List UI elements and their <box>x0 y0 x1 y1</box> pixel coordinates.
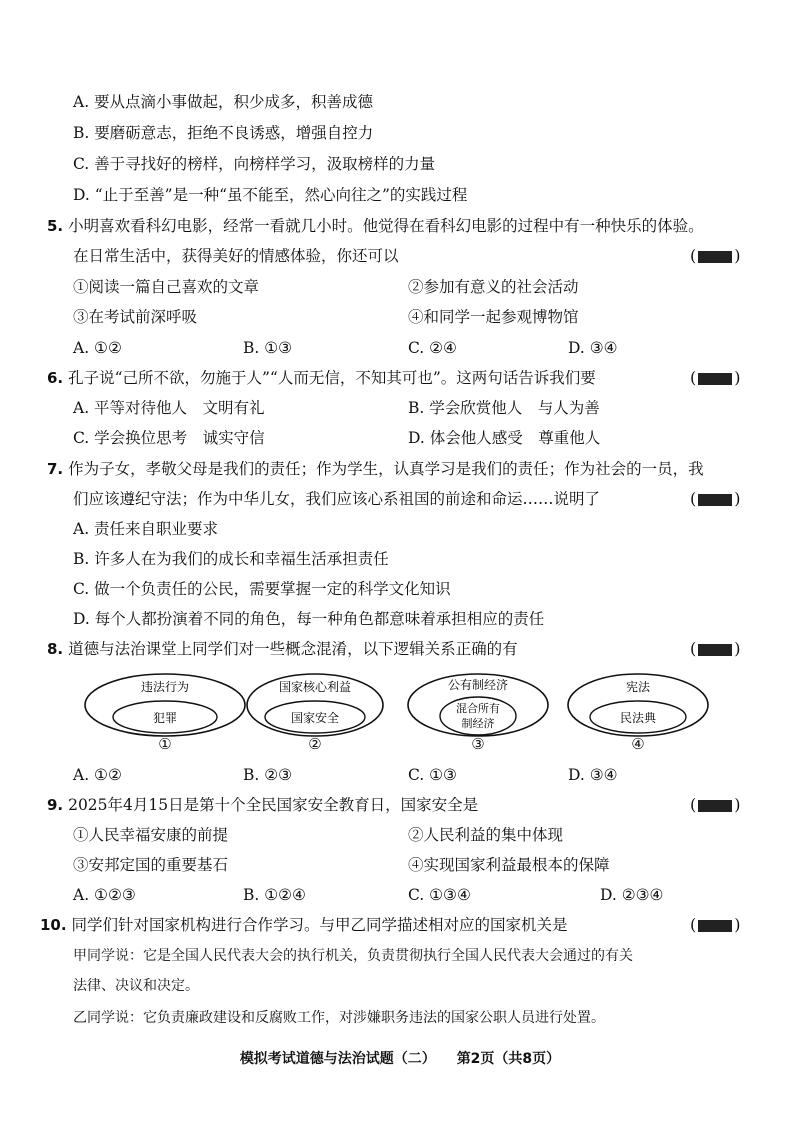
venn-diagrams <box>0 672 800 738</box>
answer-bracket: ( ) <box>690 246 741 265</box>
item-3: ③安邦定国的重要基石 <box>73 856 229 874</box>
inner-label: 犯罪 <box>152 711 178 725</box>
page-number: 第2页（共8页） <box>456 1051 561 1067</box>
choice-b: B. 学会欣赏他人 与人为善 <box>408 399 600 417</box>
choice-b: B. ②③ <box>243 766 293 784</box>
student-yi-statement: 乙同学说：它负责廉政建设和反腐败工作，对涉嫌职务违法的国家公职人员进行处置。 <box>73 1010 605 1026</box>
diagram-label-3: ③ <box>471 735 485 753</box>
choice-c: C. ①③ <box>408 766 457 784</box>
answer-bracket: ( ) <box>690 915 741 934</box>
outer-label: 公有制经济 <box>447 678 509 692</box>
outer-label: 违法行为 <box>140 680 190 694</box>
item-3: ③在考试前深呼吸 <box>73 308 198 326</box>
question-number: 7. <box>47 460 64 478</box>
choice-b: B. 许多人在为我们的成长和幸福生活承担责任 <box>73 550 389 568</box>
venn-diagram-2 <box>247 674 383 736</box>
item-1: ①人民幸福安康的前提 <box>73 826 229 844</box>
question-number: 10. <box>40 916 67 934</box>
inner-label-2: 制经济 <box>461 717 495 730</box>
choice-c: C. ①③④ <box>408 886 471 904</box>
diagram-label-2: ② <box>308 735 322 753</box>
choice-d: D. 体会他人感受 尊重他人 <box>408 429 601 447</box>
choice-d: D. ③④ <box>568 766 618 784</box>
choice-c: C. 做一个负责任的公民，需要掌握一定的科学文化知识 <box>73 580 451 598</box>
diagram-label-1: ① <box>158 735 172 753</box>
outer-label: 宪法 <box>625 680 651 694</box>
inner-label: 国家安全 <box>290 711 340 725</box>
option-a: A. 要从点滴小事做起，积少成多，积善成德 <box>73 93 374 111</box>
choice-a: A. 责任来自职业要求 <box>73 520 219 538</box>
question-stem-cont: 在日常生活中，获得美好的情感体验，你还可以 <box>73 247 399 265</box>
choice-c: C. 学会换位思考 诚实守信 <box>73 429 265 447</box>
item-1: ①阅读一篇自己喜欢的文章 <box>73 278 260 296</box>
diagram-label-4: ④ <box>631 735 645 753</box>
choice-d: D. ③④ <box>568 339 618 357</box>
answer-bracket: ( ) <box>690 795 741 814</box>
question-number: 9. <box>47 796 64 814</box>
choice-c: C. ②④ <box>408 339 457 357</box>
question-5 <box>47 216 704 236</box>
question-number: 8. <box>47 640 64 658</box>
question-stem: 同学们针对国家机构进行合作学习。与甲乙同学描述相对应的国家机关是 <box>71 916 568 934</box>
question-stem: 作为子女，孝敬父母是我们的责任；作为学生，认真学习是我们的责任；作为社会的一员，我 <box>68 460 704 478</box>
choice-a: A. ①② <box>73 766 122 784</box>
venn-diagram-4 <box>568 674 708 736</box>
question-number: 5. <box>47 217 64 235</box>
question-10 <box>40 915 568 935</box>
question-stem-cont: 们应该遵纪守法；作为中华儿女，我们应该心系祖国的前途和命运……说明了 <box>73 490 601 508</box>
outer-label: 国家核心利益 <box>278 680 352 694</box>
choice-d: D. ②③④ <box>600 886 664 904</box>
choice-b: B. ①③ <box>243 339 293 357</box>
choice-b: B. ①②④ <box>243 886 306 904</box>
question-stem: 道德与法治课堂上同学们对一些概念混淆，以下逻辑关系正确的有 <box>68 640 518 658</box>
item-4: ④和同学一起参观博物馆 <box>408 308 579 326</box>
venn-diagram-3 <box>408 674 548 736</box>
student-jia-statement-cont: 法律、决议和决定。 <box>73 978 199 994</box>
inner-label-1: 混合所有 <box>456 702 500 715</box>
option-b: B. 要磨砺意志，拒绝不良诱惑，增强自控力 <box>73 124 374 142</box>
option-d: D. “止于至善”是一种“虽不能至，然心向往之”的实践过程 <box>73 186 468 204</box>
answer-bracket: ( ) <box>690 639 741 658</box>
question-8 <box>47 639 518 659</box>
item-4: ④实现国家利益最根本的保障 <box>408 856 610 874</box>
page-footer <box>0 1048 800 1068</box>
item-2: ②参加有意义的社会活动 <box>408 278 579 296</box>
question-stem: 小明喜欢看科幻电影，经常一看就几小时。他觉得在看科幻电影的过程中有一种快乐的体验。 <box>68 217 704 235</box>
question-stem: 2025年4月15日是第十个全民国家安全教育日，国家安全是 <box>68 796 479 814</box>
option-c: C. 善于寻找好的榜样，向榜样学习，汲取榜样的力量 <box>73 155 436 173</box>
inner-label: 民法典 <box>619 711 657 725</box>
choice-a: A. ①②③ <box>73 886 136 904</box>
answer-bracket: ( ) <box>690 489 741 508</box>
choice-a: A. ①② <box>73 339 122 357</box>
choice-a: A. 平等对待他人 文明有礼 <box>73 399 265 417</box>
choice-d: D. 每个人都扮演着不同的角色，每一种角色都意味着承担相应的责任 <box>73 610 545 628</box>
question-stem: 孔子说“己所不欲，勿施于人”“人而无信，不知其可也”。这两句话告诉我们要 <box>68 369 596 387</box>
student-jia-statement: 甲同学说：它是全国人民代表大会的执行机关，负责贯彻执行全国人民代表大会通过的有关 <box>73 948 633 964</box>
venn-diagram-1 <box>85 674 245 736</box>
question-7 <box>47 459 704 479</box>
answer-bracket: ( ) <box>690 368 741 387</box>
question-number: 6. <box>47 369 64 387</box>
question-6 <box>47 368 596 388</box>
exam-title: 模拟考试道德与法治试题（二） <box>239 1051 436 1067</box>
item-2: ②人民利益的集中体现 <box>408 826 564 844</box>
question-9 <box>47 795 478 815</box>
